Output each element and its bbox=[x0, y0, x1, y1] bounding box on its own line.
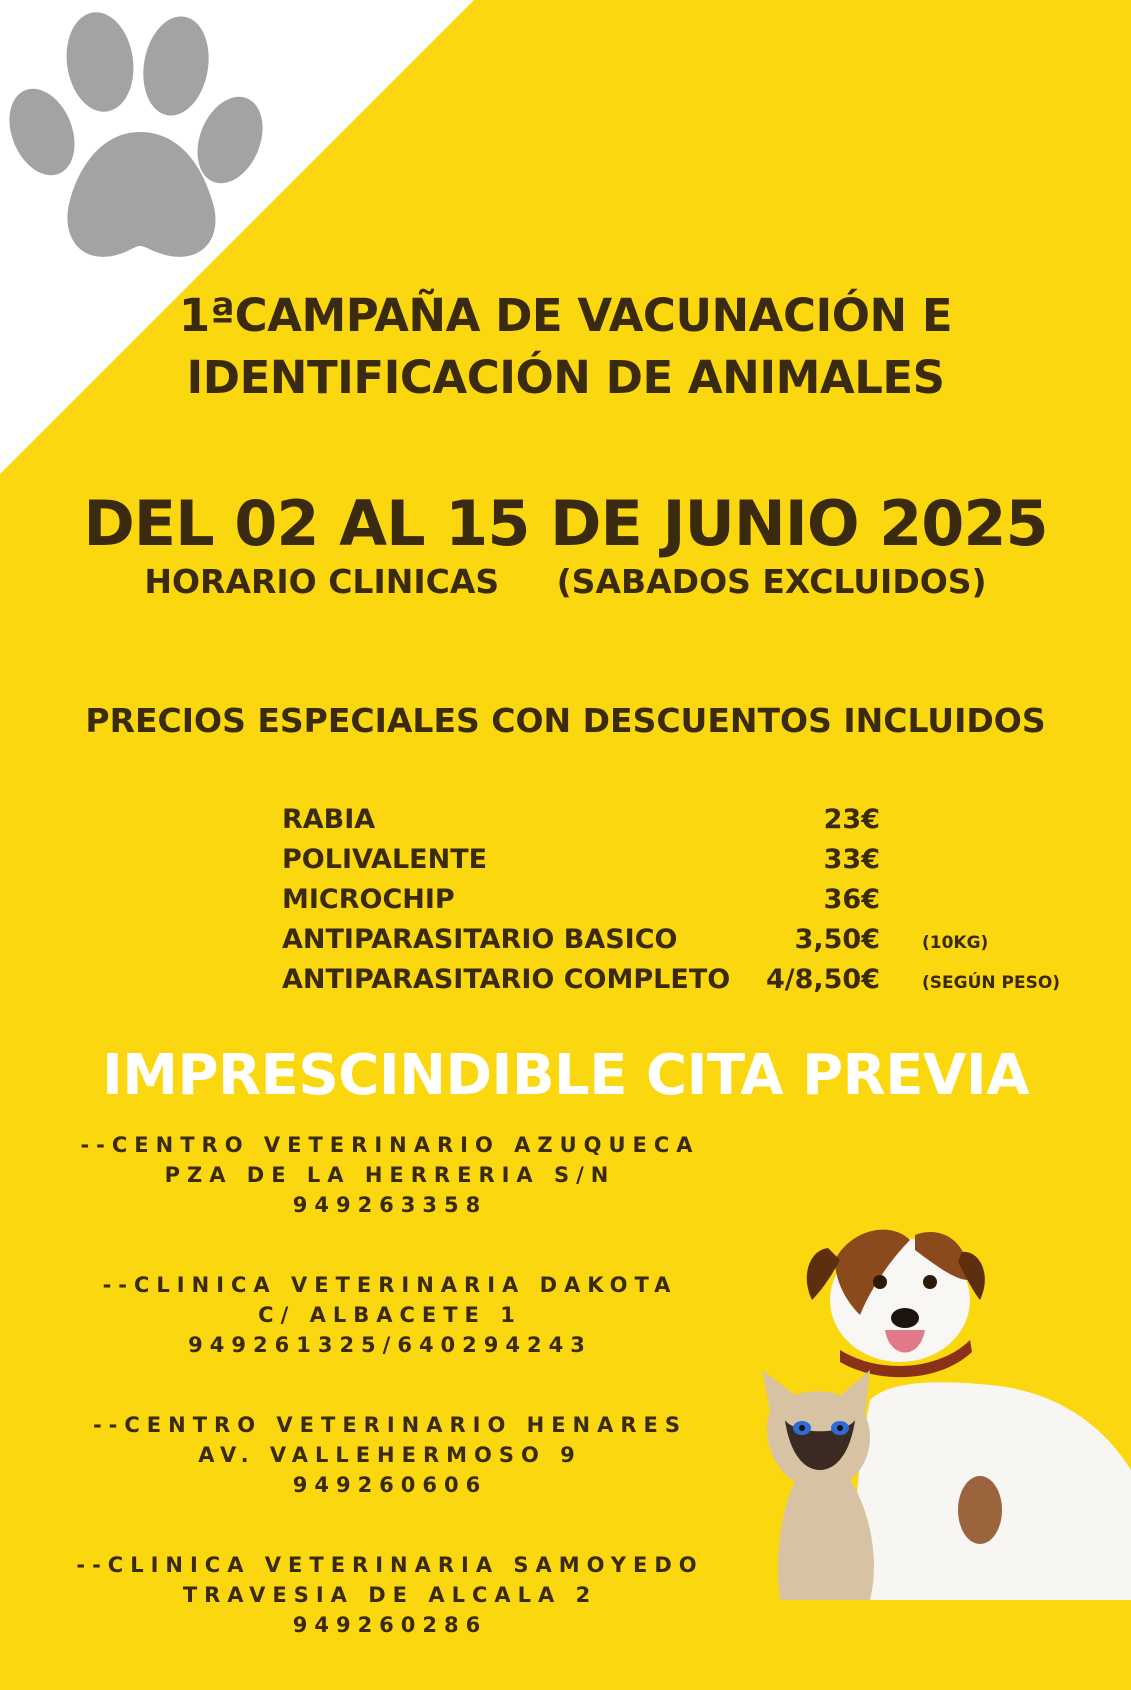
clinic-dakota bbox=[70, 1270, 710, 1360]
price-row-rabia bbox=[282, 800, 1102, 840]
clinic-address: C/ ALBACETE 1 bbox=[258, 1303, 522, 1327]
price-item-value: 33€ bbox=[823, 844, 880, 875]
clinic-name: --CLINICA VETERINARIA SAMOYEDO bbox=[76, 1553, 704, 1577]
campaign-dates: DEL 02 AL 15 DE JUNIO 2025 bbox=[83, 487, 1048, 560]
price-item-name: RABIA bbox=[282, 804, 376, 835]
schedule-text: HORARIO CLINICAS (SABADOS EXCLUIDOS) bbox=[144, 562, 987, 601]
clinic-phone: 949261325/640294243 bbox=[188, 1333, 592, 1357]
price-row-microchip bbox=[282, 880, 1102, 920]
clinic-azuqueca bbox=[70, 1130, 710, 1220]
clinic-address: TRAVESIA DE ALCALA 2 bbox=[182, 1583, 598, 1607]
price-row-antiparasitario-basico bbox=[282, 920, 1102, 960]
price-item-name: MICROCHIP bbox=[282, 884, 455, 915]
clinic-phone: 949260606 bbox=[292, 1473, 488, 1497]
clinic-phone: 949260286 bbox=[292, 1613, 488, 1637]
price-item-value: 36€ bbox=[823, 884, 880, 915]
campaign-title-line-2: IDENTIFICACIÓN DE ANIMALES bbox=[186, 351, 945, 404]
price-item-name: POLIVALENTE bbox=[282, 844, 488, 875]
clinic-name: --CENTRO VETERINARIO AZUQUECA bbox=[80, 1133, 700, 1157]
clinic-name: --CLINICA VETERINARIA DAKOTA bbox=[102, 1273, 678, 1297]
prices-heading: PRECIOS ESPECIALES CON DESCUENTOS INCLUIDOS bbox=[85, 701, 1046, 740]
clinic-list bbox=[70, 1130, 710, 1690]
price-item-name: ANTIPARASITARIO BASICO bbox=[282, 924, 678, 955]
clinic-phone: 949263358 bbox=[292, 1193, 488, 1217]
clinic-address: PZA DE LA HERRERIA S/N bbox=[164, 1163, 616, 1187]
clinic-samoyedo bbox=[70, 1550, 710, 1640]
clinic-name: --CENTRO VETERINARIO HENARES bbox=[92, 1413, 688, 1437]
appointment-required-banner: IMPRESCINDIBLE CITA PREVIA bbox=[101, 1043, 1030, 1108]
price-item-note: (SEGÚN PESO) bbox=[922, 973, 1061, 993]
price-row-polivalente bbox=[282, 840, 1102, 880]
campaign-title-line-1: 1ªCAMPAÑA DE VACUNACIÓN E bbox=[178, 289, 953, 342]
clinic-address: AV. VALLEHERMOSO 9 bbox=[198, 1443, 582, 1467]
paw-print-icon bbox=[0, 0, 280, 270]
price-item-value: 23€ bbox=[823, 804, 880, 835]
price-row-antiparasitario-completo bbox=[282, 960, 1102, 1000]
price-item-note: (10KG) bbox=[922, 933, 989, 953]
price-item-name: ANTIPARASITARIO COMPLETO bbox=[282, 964, 731, 995]
clinic-henares bbox=[70, 1410, 710, 1500]
dog-and-cat-illustration bbox=[740, 1220, 1131, 1600]
price-item-value: 3,50€ bbox=[794, 924, 880, 955]
price-list bbox=[282, 800, 1102, 1000]
price-item-value: 4/8,50€ bbox=[765, 964, 880, 995]
